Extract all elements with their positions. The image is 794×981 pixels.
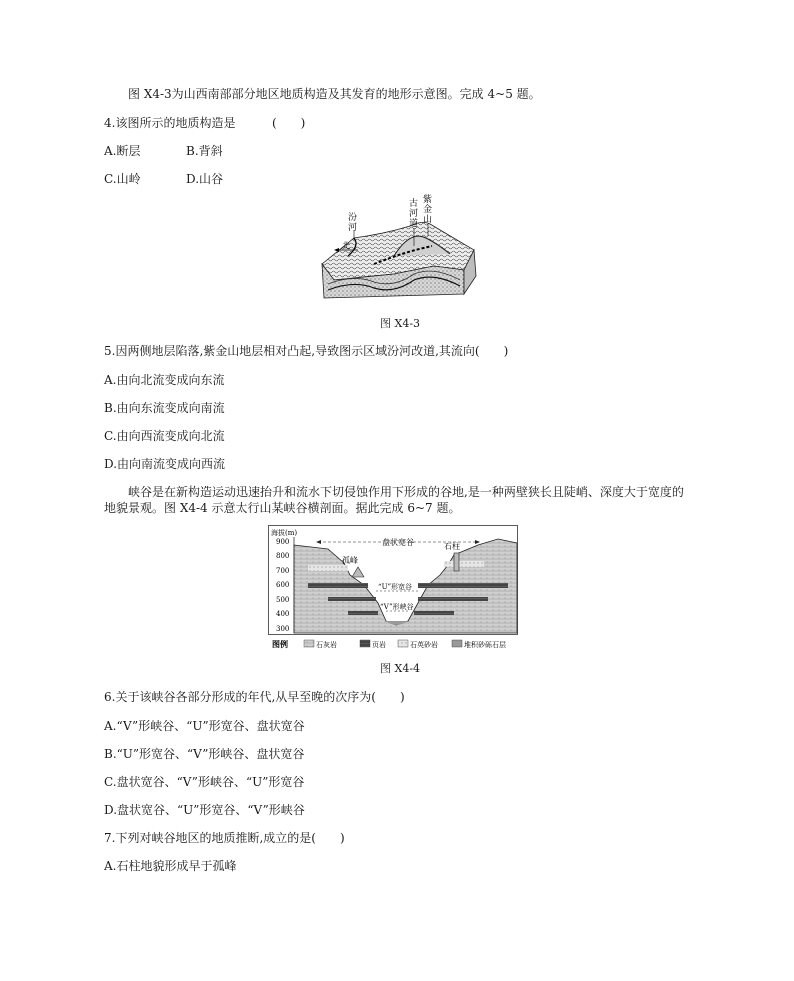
question-5-option-d: D.由向南流变成向西流 [104,457,226,471]
label-guhedao-3: 道 [409,219,419,229]
question-7-stem: 7.下列对峡谷地区的地质推断,成立的是( ) [104,831,345,845]
y-tick-400: 400 [276,610,290,618]
question-4-option-a: A.断层 [104,144,141,158]
question-6-option-b: B.“U”形宽谷、“V”形峡谷、盘状宽谷 [104,747,305,761]
intro-text-2-line-1: 峡谷是在新构造运动迅速抬升和流水下切侵蚀作用下形成的谷地,是一种两壁狭长且陡峭、深度大于宽度的 [128,485,684,499]
question-4-stem: 4.该图所示的地质构造是 [104,116,236,130]
label-guhedao-1: 古 [409,199,419,209]
figure-x4-4-caption: 图 X4-4 [380,662,421,675]
label-u-valley: “U”形宽谷 [378,583,413,591]
question-4-option-b: B.背斜 [186,144,223,158]
y-tick-600: 600 [276,581,290,589]
label-zijinshan-2: 金 [423,205,433,215]
label-v-valley: “V”形峡谷 [380,603,414,611]
figure-x4-4-cross-section [268,525,518,653]
legend-swatch-shale [360,640,370,647]
question-6-option-c: C.盘状宽谷、“V”形峡谷、“U”形宽谷 [104,775,305,789]
figure-x4-3-block-diagram [314,194,484,302]
question-6-option-a: A.“V”形峡谷、“U”形宽谷、盘状宽谷 [104,719,305,733]
question-7-option-a: A.石柱地貌形成早于孤峰 [104,859,237,873]
intro-text-2-line-2: 地貌景观。图 X4-4 示意太行山某峡谷横剖面。据此完成 6~7 题。 [104,501,461,515]
question-4-option-d: D.山谷 [186,172,224,186]
legend-item-gravel-layer: 堆积砂砾石层 [464,641,506,649]
y-tick-700: 700 [276,567,290,575]
y-axis-label: 海拔(m) [271,529,298,537]
question-4-answer-bracket: ( ) [272,116,306,130]
legend-title: 图例 [272,639,288,649]
legend-item-limestone: 石灰岩 [316,641,337,649]
question-5-option-b: B.由向东流变成向南流 [104,401,225,415]
y-tick-300: 300 [276,625,290,633]
question-5-stem: 5.因两侧地层陷落,紫金山地层相对凸起,导致图示区域汾河改道,其流向( ) [104,344,509,358]
label-lone-peak: 孤峰 [342,556,358,565]
legend-item-shale: 页岩 [372,641,386,649]
legend-item-quartz-sandstone: 石英砂岩 [410,641,438,649]
y-tick-500: 500 [276,596,290,604]
question-5-option-c: C.由向西流变成向北流 [104,429,225,443]
y-tick-900: 900 [276,538,290,546]
label-zijinshan-3: 山 [423,215,433,225]
legend-swatch-limestone [304,640,314,647]
label-panzhuang-valley: 盘状宽谷 [382,538,414,547]
label-stone-pillar: 石柱 [444,542,460,551]
question-6-stem: 6.关于该峡谷各部分形成的年代,从早至晚的次序为( ) [104,690,405,704]
legend-swatch-gravel-layer [452,640,462,647]
intro-text-1: 图 X4-3为山西南部部分地区地质构造及其发育的地形示意图。完成 4~5 题。 [128,87,541,101]
legend-swatch-quartz-sandstone [398,640,408,647]
label-fenhe-2: 河 [348,223,358,233]
y-tick-800: 800 [276,552,290,560]
label-fenhe-1: 汾 [348,213,358,223]
question-4-option-c: C.山岭 [104,172,141,186]
question-6-option-d: D.盘状宽谷、“U”形宽谷、“V”形峡谷 [104,803,305,817]
question-5-option-a: A.由向北流变成向东流 [104,373,225,387]
label-zijinshan-1: 紫 [423,195,433,205]
label-guhedao-2: 河 [409,209,419,219]
figure-x4-3-caption: 图 X4-3 [380,317,421,330]
label-north: 北 [342,241,350,250]
